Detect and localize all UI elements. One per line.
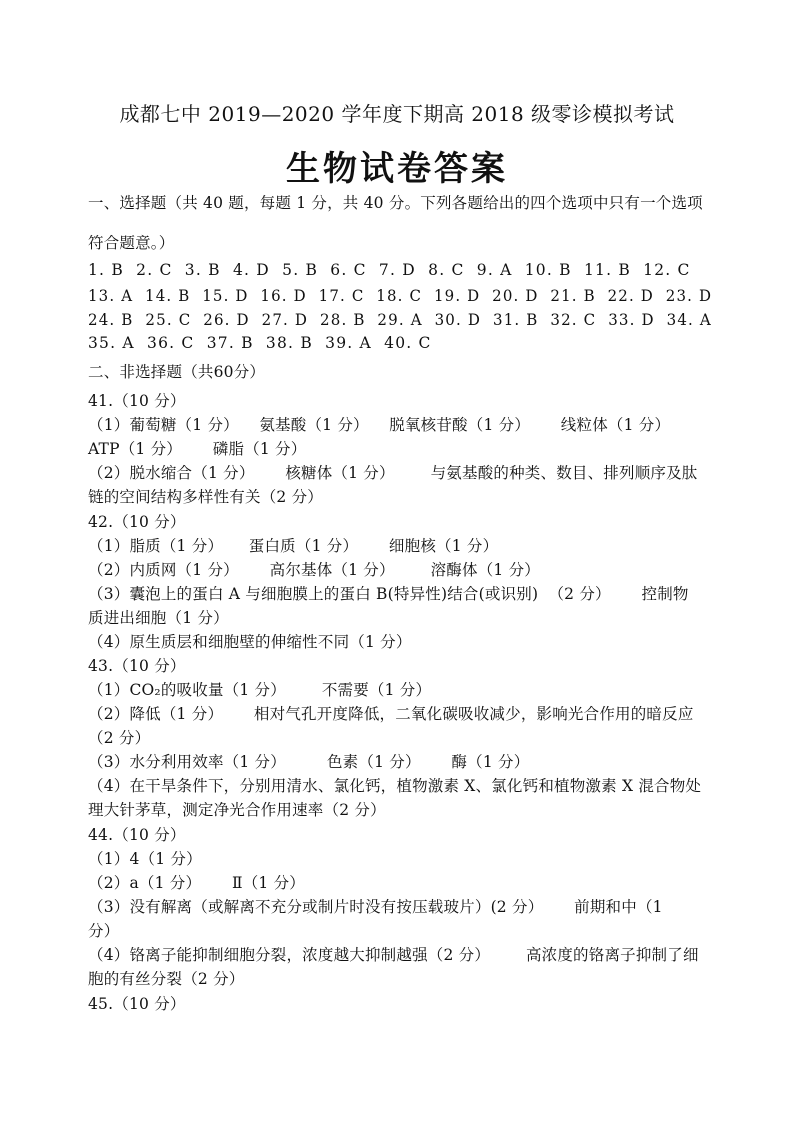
question-header-41: 41.（10 分） <box>88 392 186 410</box>
question-header-42: 42.（10 分） <box>88 513 186 531</box>
answer-line: 质进出细胞（1 分） <box>88 609 229 627</box>
answer-line: （3）囊泡上的蛋白 A 与细胞膜上的蛋白 B(特异性)结合(或识别) （2 分） 控制物 <box>88 585 689 603</box>
section1-heading-cont: 符合题意。） <box>88 234 175 252</box>
answer-line: 理大针茅草，测定净光合作用速率（2 分） <box>88 801 386 819</box>
answer-row: 35. A 36. C 37. B 38. B 39. A 40. C <box>88 334 432 352</box>
answer-line: ATP（1 分） 磷脂（1 分） <box>88 440 307 458</box>
question-header-44: 44.（10 分） <box>88 826 186 844</box>
answer-line: （1）CO₂的吸收量（1 分） 不需要（1 分） <box>88 681 432 699</box>
answer-line: （2）a（1 分） Ⅱ（1 分） <box>88 874 305 892</box>
question-header-45: 45.（10 分） <box>88 995 186 1013</box>
question-header-43: 43.（10 分） <box>88 657 186 675</box>
document-title: 生物试卷答案 <box>286 149 508 189</box>
answer-line: 链的空间结构多样性有关（2 分） <box>88 488 323 506</box>
section2-heading: 二、非选择题（共60分） <box>88 363 266 381</box>
answer-line: （1）脂质（1 分） 蛋白质（1 分） 细胞核（1 分） <box>88 537 499 555</box>
answer-line: （2）内质网（1 分） 高尔基体（1 分） 溶酶体（1 分） <box>88 561 540 579</box>
answer-line: （2）降低（1 分） 相对气孔开度降低，二氧化碳吸收减少，影响光合作用的暗反应 <box>88 705 694 723</box>
section1-heading: 一、选择题（共 40 题，每题 1 分，共 40 分。下列各题给出的四个选项中只有一个选项 <box>88 194 703 212</box>
answer-line: （2）脱水缩合（1 分） 核糖体（1 分） 与氨基酸的种类、数目、排列顺序及肽 <box>88 464 698 482</box>
answer-line: （2 分） <box>88 729 151 747</box>
answer-row: 1. B 2. C 3. B 4. D 5. B 6. C 7. D 8. C 9. A 10. B 11. B 12. C <box>88 261 691 279</box>
answer-line: 分） <box>88 922 120 940</box>
answer-line: （1）葡萄糖（1 分） 氨基酸（1 分） 脱氧核苷酸（1 分） 线粒体（1 分） <box>88 416 671 434</box>
answer-line: （3）水分利用效率（1 分） 色素（1 分） 酶（1 分） <box>88 753 530 771</box>
answer-line: （1）4（1 分） <box>88 850 202 868</box>
exam-title: 成都七中 2019—2020 学年度下期高 2018 级零诊模拟考试 <box>119 102 675 126</box>
answer-line: 胞的有丝分裂（2 分） <box>88 970 245 988</box>
answer-row: 24. B 25. C 26. D 27. D 28. B 29. A 30. D 31. B 32. C 33. D 34. A <box>88 311 712 329</box>
answer-line: （3）没有解离（或解离不充分或制片时没有按压载玻片）(2 分） 前期和中（1 <box>88 898 663 916</box>
answer-line: （4）在干旱条件下，分别用清水、氯化钙，植物激素 X、氯化钙和植物激素 X 混合物处 <box>88 777 702 795</box>
answer-line: （4）铬离子能抑制细胞分裂，浓度越大抑制越强（2 分） 高浓度的铬离子抑制了细 <box>88 946 699 964</box>
answer-line: （4）原生质层和细胞壁的伸缩性不同（1 分） <box>88 633 412 651</box>
answer-row: 13. A 14. B 15. D 16. D 17. C 18. C 19. D 20. D 21. B 22. D 23. D <box>88 287 713 305</box>
